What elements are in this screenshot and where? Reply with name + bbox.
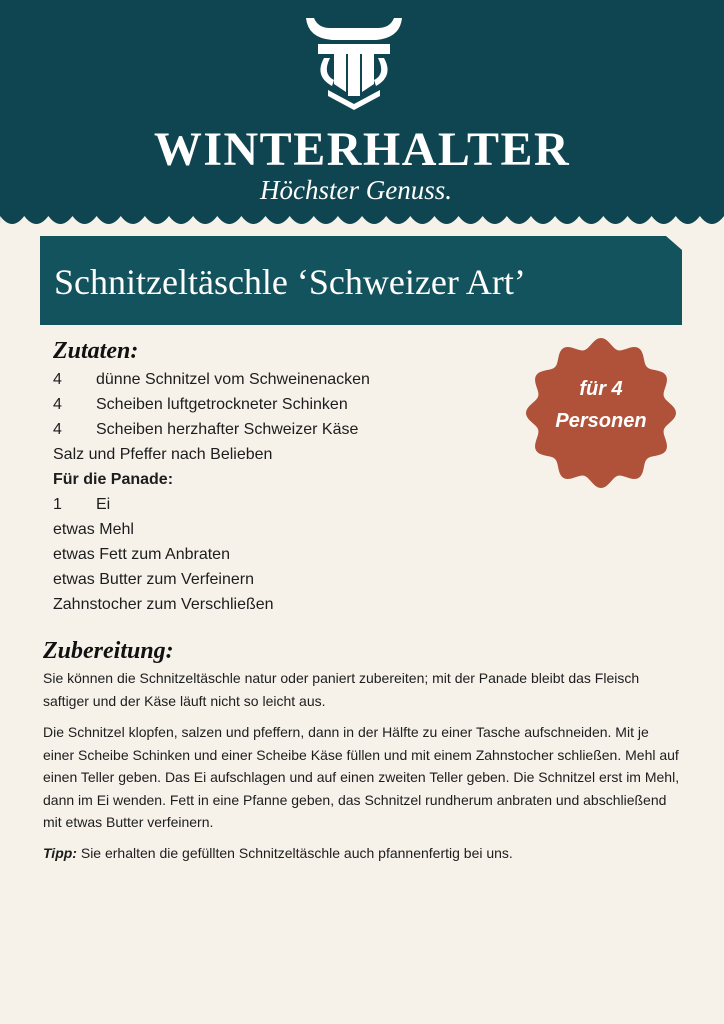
badge-line-2: Personen	[555, 410, 647, 432]
ingredient-item: etwas Mehl	[53, 521, 134, 538]
preparation-paragraph: Die Schnitzel klopfen, salzen und pfeffern, dann in der Hälfte zu einer Tasche aufschneiden. Mit je einer Scheibe Schinken und einer Scheibe Käse füllen und mit einem Zahnstocher schließen. Mehl auf einen Teller geben. Das Ei aufschlagen und auf einen zweiten Teller geben. Die Schnitzel erst im Mehl, dann im Ei wenden. Fett in eine Pfanne geben, das Schnitzel rundherum anbraten und abschließend mit etwas Butter verfeinern.	[43, 724, 680, 830]
ingredient-quantity: 1	[53, 496, 62, 513]
ingredient-quantity: 4	[53, 371, 62, 388]
ingredient-text: Ei	[96, 496, 111, 513]
ingredient-quantity: 4	[53, 396, 62, 413]
preparation-paragraph: Sie können die Schnitzeltäschle natur oder paniert zubereiten; mit der Panade bleibt das Fleisch saftiger und der Käse läuft nicht so leicht aus.	[43, 670, 640, 709]
ingredients-heading: Zutaten:	[53, 338, 139, 364]
tip-paragraph	[43, 842, 683, 865]
ingredient-text: Scheiben herzhafter Schweizer Käse	[96, 421, 359, 438]
winterhalter-bull-logo-icon	[304, 14, 404, 110]
servings-badge	[524, 336, 678, 490]
badge-line-1: für 4	[579, 378, 623, 400]
ingredient-item: etwas Butter zum Verfeinern	[53, 571, 254, 588]
ingredient-item: etwas Fett zum Anbraten	[53, 546, 230, 563]
panade-subheading: Für die Panade:	[53, 471, 174, 488]
tip-label: Tipp:	[43, 845, 77, 861]
ingredient-item: Salz und Pfeffer nach Belieben	[53, 446, 273, 463]
ingredient-text: dünne Schnitzel vom Schweinenacken	[96, 371, 370, 388]
ingredient-item: Zahnstocher zum Verschließen	[53, 596, 274, 613]
ingredient-text: Scheiben luftgetrockneter Schinken	[96, 396, 348, 413]
recipe-title: Schnitzeltäschle ‘Schweizer Art’	[54, 262, 526, 302]
tip-text: Sie erhalten die gefüllten Schnitzeltäschle auch pfannenfertig bei uns.	[80, 845, 513, 861]
brand-tagline: Höchster Genuss.	[260, 175, 452, 205]
recipe-title-band	[40, 236, 682, 325]
header	[0, 0, 724, 228]
brand-name: WINTERHALTER	[153, 123, 571, 176]
ingredient-quantity: 4	[53, 421, 62, 438]
preparation-heading: Zubereitung:	[43, 638, 174, 664]
